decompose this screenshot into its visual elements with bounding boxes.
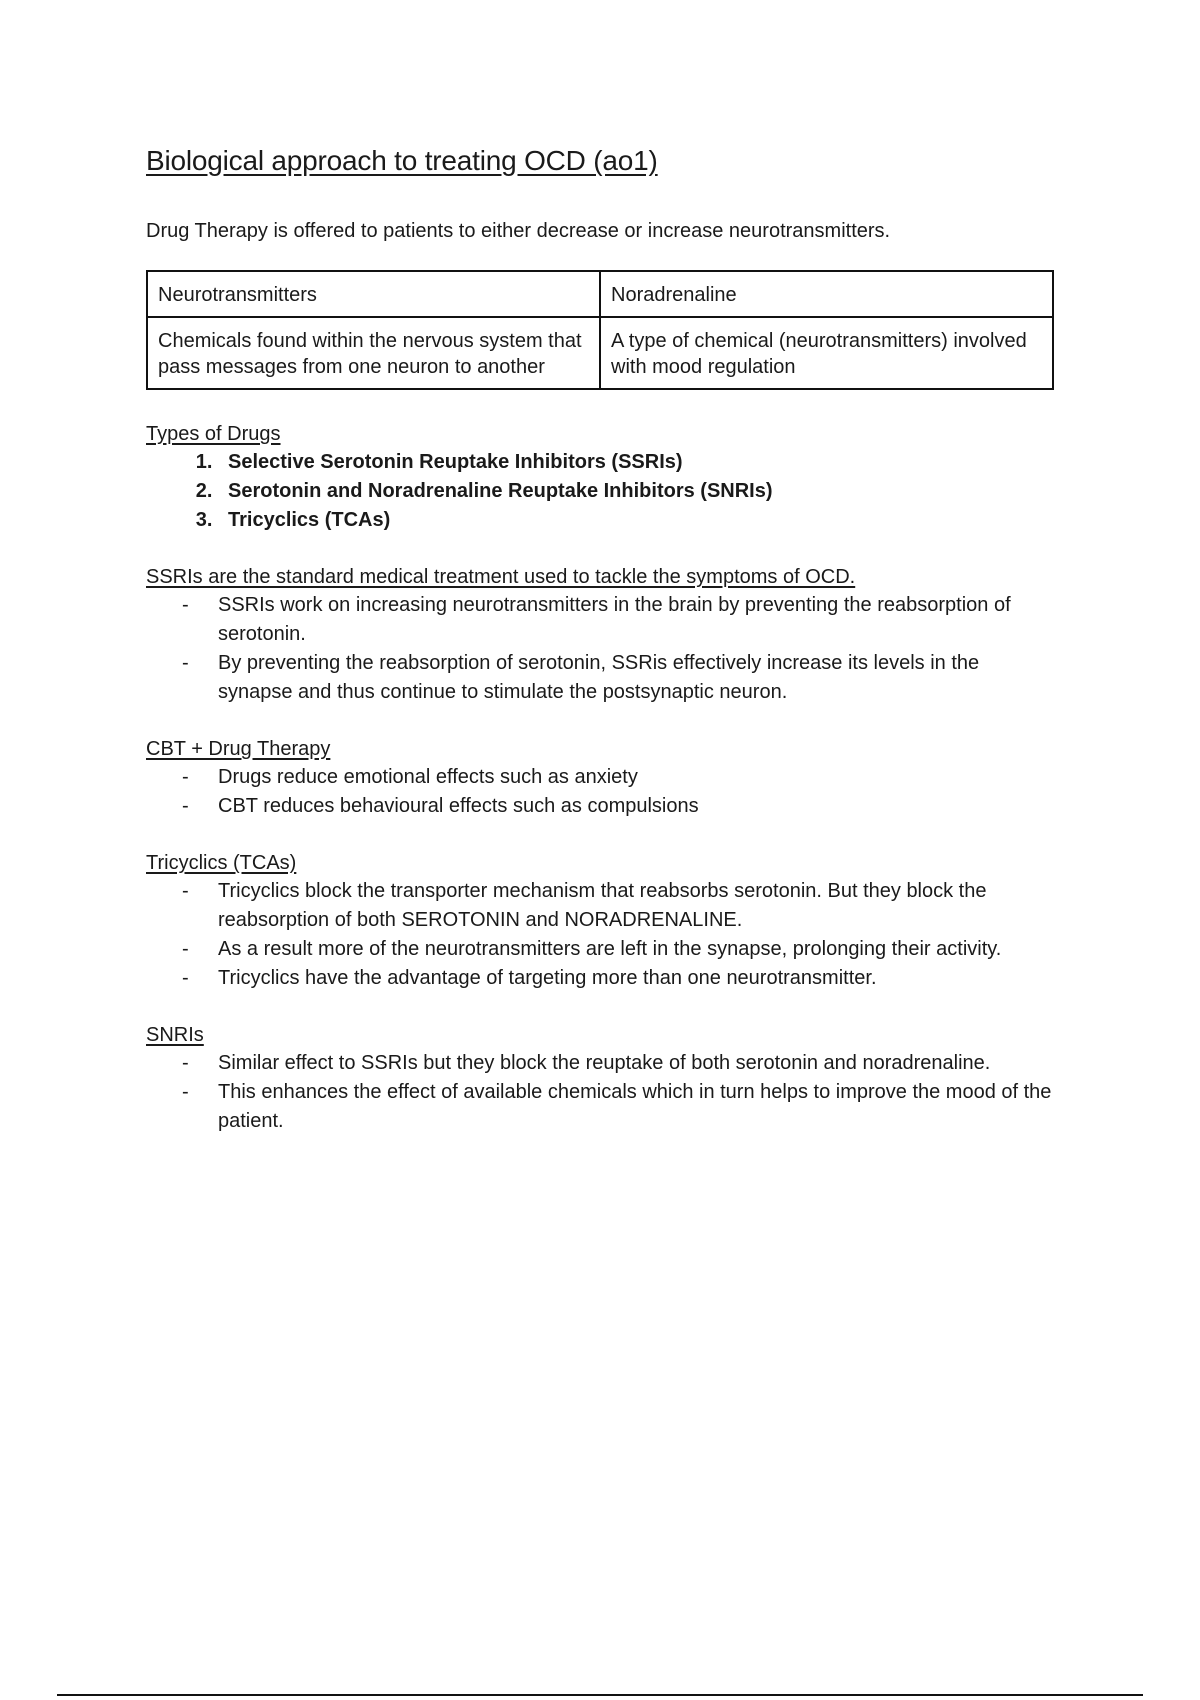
point-text: Tricyclics block the transporter mechanism that reabsorbs serotonin. But they block the reabsorption of both SEROTONIN and NORADRENALINE. — [218, 880, 987, 931]
snris-points — [146, 1049, 1056, 1136]
section-heading: Tricyclics (TCAs) — [146, 852, 297, 874]
point-text: By preventing the reabsorption of serotonin, SSRis effectively increase its levels in the synapse and thus continue to stimulate the postsynaptic neuron. — [218, 652, 980, 703]
cbt-points — [146, 763, 1056, 821]
section-heading: CBT + Drug Therapy — [146, 738, 331, 760]
list-item — [146, 877, 1056, 935]
section-heading: SNRIs — [146, 1024, 204, 1046]
point-text: Drugs reduce emotional effects such as anxiety — [218, 766, 638, 788]
table-cell: A type of chemical (neurotransmitters) involved with mood regulation — [600, 317, 1053, 389]
table-row — [147, 317, 1053, 389]
list-item — [146, 935, 1056, 964]
snris-section — [146, 1021, 1056, 1136]
page-title: Biological approach to treating OCD (ao1) — [146, 145, 658, 176]
point-text: As a result more of the neurotransmitters are left in the synapse, prolonging their activity. — [218, 938, 1002, 960]
list-item — [146, 591, 1056, 649]
ssris-section — [146, 563, 1056, 707]
list-item: 1. Selective Serotonin Reuptake Inhibitors (SSRIs) — [218, 448, 1056, 477]
dash-bullet: - — [182, 795, 189, 817]
list-item — [146, 763, 1056, 792]
dash-bullet: - — [182, 938, 189, 960]
point-text: This enhances the effect of available chemicals which in turn helps to improve the mood of the patient. — [218, 1081, 1052, 1132]
types-of-drugs-section — [146, 420, 1056, 535]
table-cell: Noradrenaline — [600, 271, 1053, 317]
tricyclics-section — [146, 849, 1056, 993]
section-heading: Types of Drugs — [146, 423, 281, 445]
cbt-section — [146, 735, 1056, 821]
ssris-points — [146, 591, 1056, 707]
dash-bullet: - — [182, 880, 189, 902]
definitions-table — [146, 270, 1054, 390]
dash-bullet: - — [182, 766, 189, 788]
list-item — [146, 1049, 1056, 1078]
dash-bullet: - — [182, 1081, 189, 1103]
list-item — [146, 964, 1056, 993]
table-cell: Chemicals found within the nervous system that pass messages from one neuron to another — [147, 317, 600, 389]
point-text: CBT reduces behavioural effects such as compulsions — [218, 795, 699, 817]
point-text: Similar effect to SSRIs but they block the reuptake of both serotonin and noradrenaline. — [218, 1052, 991, 1074]
dash-bullet: - — [182, 967, 189, 989]
point-text: Tricyclics have the advantage of targeting more than one neurotransmitter. — [218, 967, 877, 989]
list-item — [146, 649, 1056, 707]
dash-bullet: - — [182, 594, 189, 616]
drug-types-list — [146, 448, 1056, 535]
tricyclics-points — [146, 877, 1056, 993]
list-item — [146, 792, 1056, 821]
list-item — [146, 1078, 1056, 1136]
document-page — [146, 145, 1056, 1136]
intro-paragraph: Drug Therapy is offered to patients to either decrease or increase neurotransmitters. — [146, 220, 891, 242]
table-row — [147, 271, 1053, 317]
list-item: 3. Tricyclics (TCAs) — [218, 506, 1056, 535]
dash-bullet: - — [182, 652, 189, 674]
list-item: 2. Serotonin and Noradrenaline Reuptake Inhibitors (SNRIs) — [218, 477, 1056, 506]
section-heading: SSRIs are the standard medical treatment used to tackle the symptoms of OCD. — [146, 566, 856, 588]
page-bottom-divider — [57, 1694, 1143, 1696]
dash-bullet: - — [182, 1052, 189, 1074]
table-cell: Neurotransmitters — [147, 271, 600, 317]
point-text: SSRIs work on increasing neurotransmitters in the brain by preventing the reabsorption of serotonin. — [218, 594, 1011, 645]
